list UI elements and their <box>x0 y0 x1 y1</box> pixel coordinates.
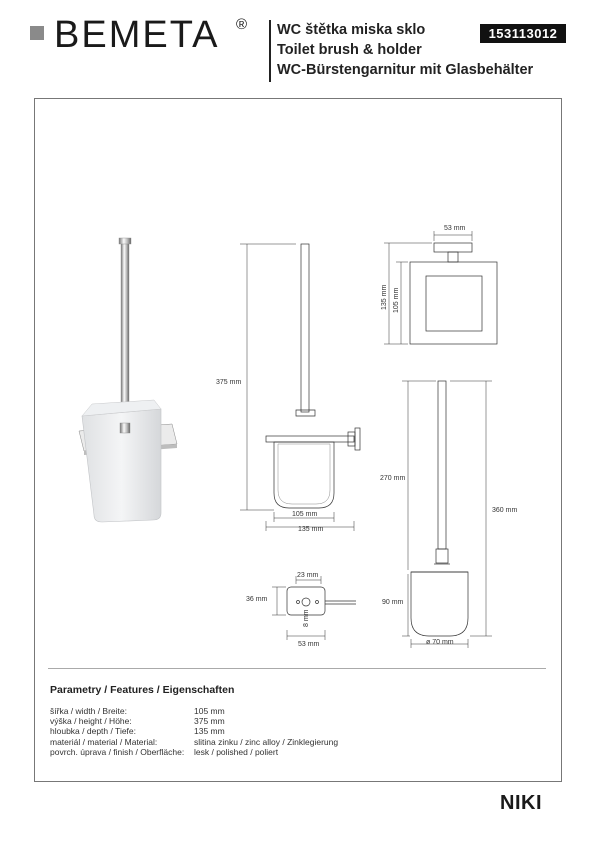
feature-label: materiál / material / Material: <box>50 736 158 747</box>
header-divider <box>269 20 271 82</box>
mount-view <box>287 587 356 615</box>
dim-mount-width: 23 mm <box>297 572 319 579</box>
feature-value: 105 mm <box>194 706 225 716</box>
dim-brush-head-diameter: ø 70 mm <box>426 639 454 646</box>
brand-name: BEMETA <box>54 14 220 56</box>
feature-value: slitina zinku / zinc alloy / Zinklegierung <box>194 736 339 747</box>
title-de: WC-Bürstengarnitur mit Glasbehälter <box>277 62 534 78</box>
technical-drawing <box>34 98 562 668</box>
title-cz: WC štětka miska sklo <box>277 22 426 38</box>
section-divider <box>48 668 546 669</box>
dim-brush-handle: 270 mm <box>380 475 406 482</box>
logo-square <box>30 26 44 40</box>
top-view <box>410 243 497 344</box>
dim-front-height: 375 mm <box>216 379 242 386</box>
dim-brush-head-height: 90 mm <box>382 599 404 606</box>
product-name: NIKI <box>500 792 542 814</box>
dim-top-inner-height: 105 mm <box>393 287 400 313</box>
feature-label: výška / height / Höhe: <box>50 716 132 727</box>
registered-mark: ® <box>236 16 248 33</box>
features-heading: Parametry / Features / Eigenschaften <box>50 684 235 696</box>
product-code: 153113012 <box>480 24 566 43</box>
dim-mount-depth: 8 mm <box>303 609 310 627</box>
dim-top-outer-height: 135 mm <box>381 284 388 310</box>
front-view <box>266 244 360 508</box>
brush-view <box>411 381 468 636</box>
dim-mount-height: 36 mm <box>246 596 268 603</box>
dim-mount-base-width: 53 mm <box>298 641 320 648</box>
front-dimensions <box>240 244 354 531</box>
top-dimensions <box>384 231 472 344</box>
dim-brush-total: 360 mm <box>492 507 518 514</box>
product-illustration <box>79 238 177 522</box>
brand-logo <box>30 14 260 62</box>
feature-value: lesk / polished / poliert <box>194 746 279 757</box>
dim-front-inner-width: 105 mm <box>292 511 318 518</box>
dim-front-outer-width: 135 mm <box>298 526 324 533</box>
feature-value: 135 mm <box>194 726 225 737</box>
brush-dimensions <box>402 381 492 648</box>
feature-label: hloubka / depth / Tiefe: <box>50 726 137 737</box>
feature-label: povrch. úprava / finish / Oberfläche: <box>50 746 185 757</box>
dim-top-width: 53 mm <box>444 225 466 232</box>
title-en: Toilet brush & holder <box>277 42 422 58</box>
feature-label: šířka / width / Breite: <box>50 706 127 716</box>
mount-dimensions <box>272 576 325 640</box>
feature-value: 375 mm <box>194 716 225 727</box>
